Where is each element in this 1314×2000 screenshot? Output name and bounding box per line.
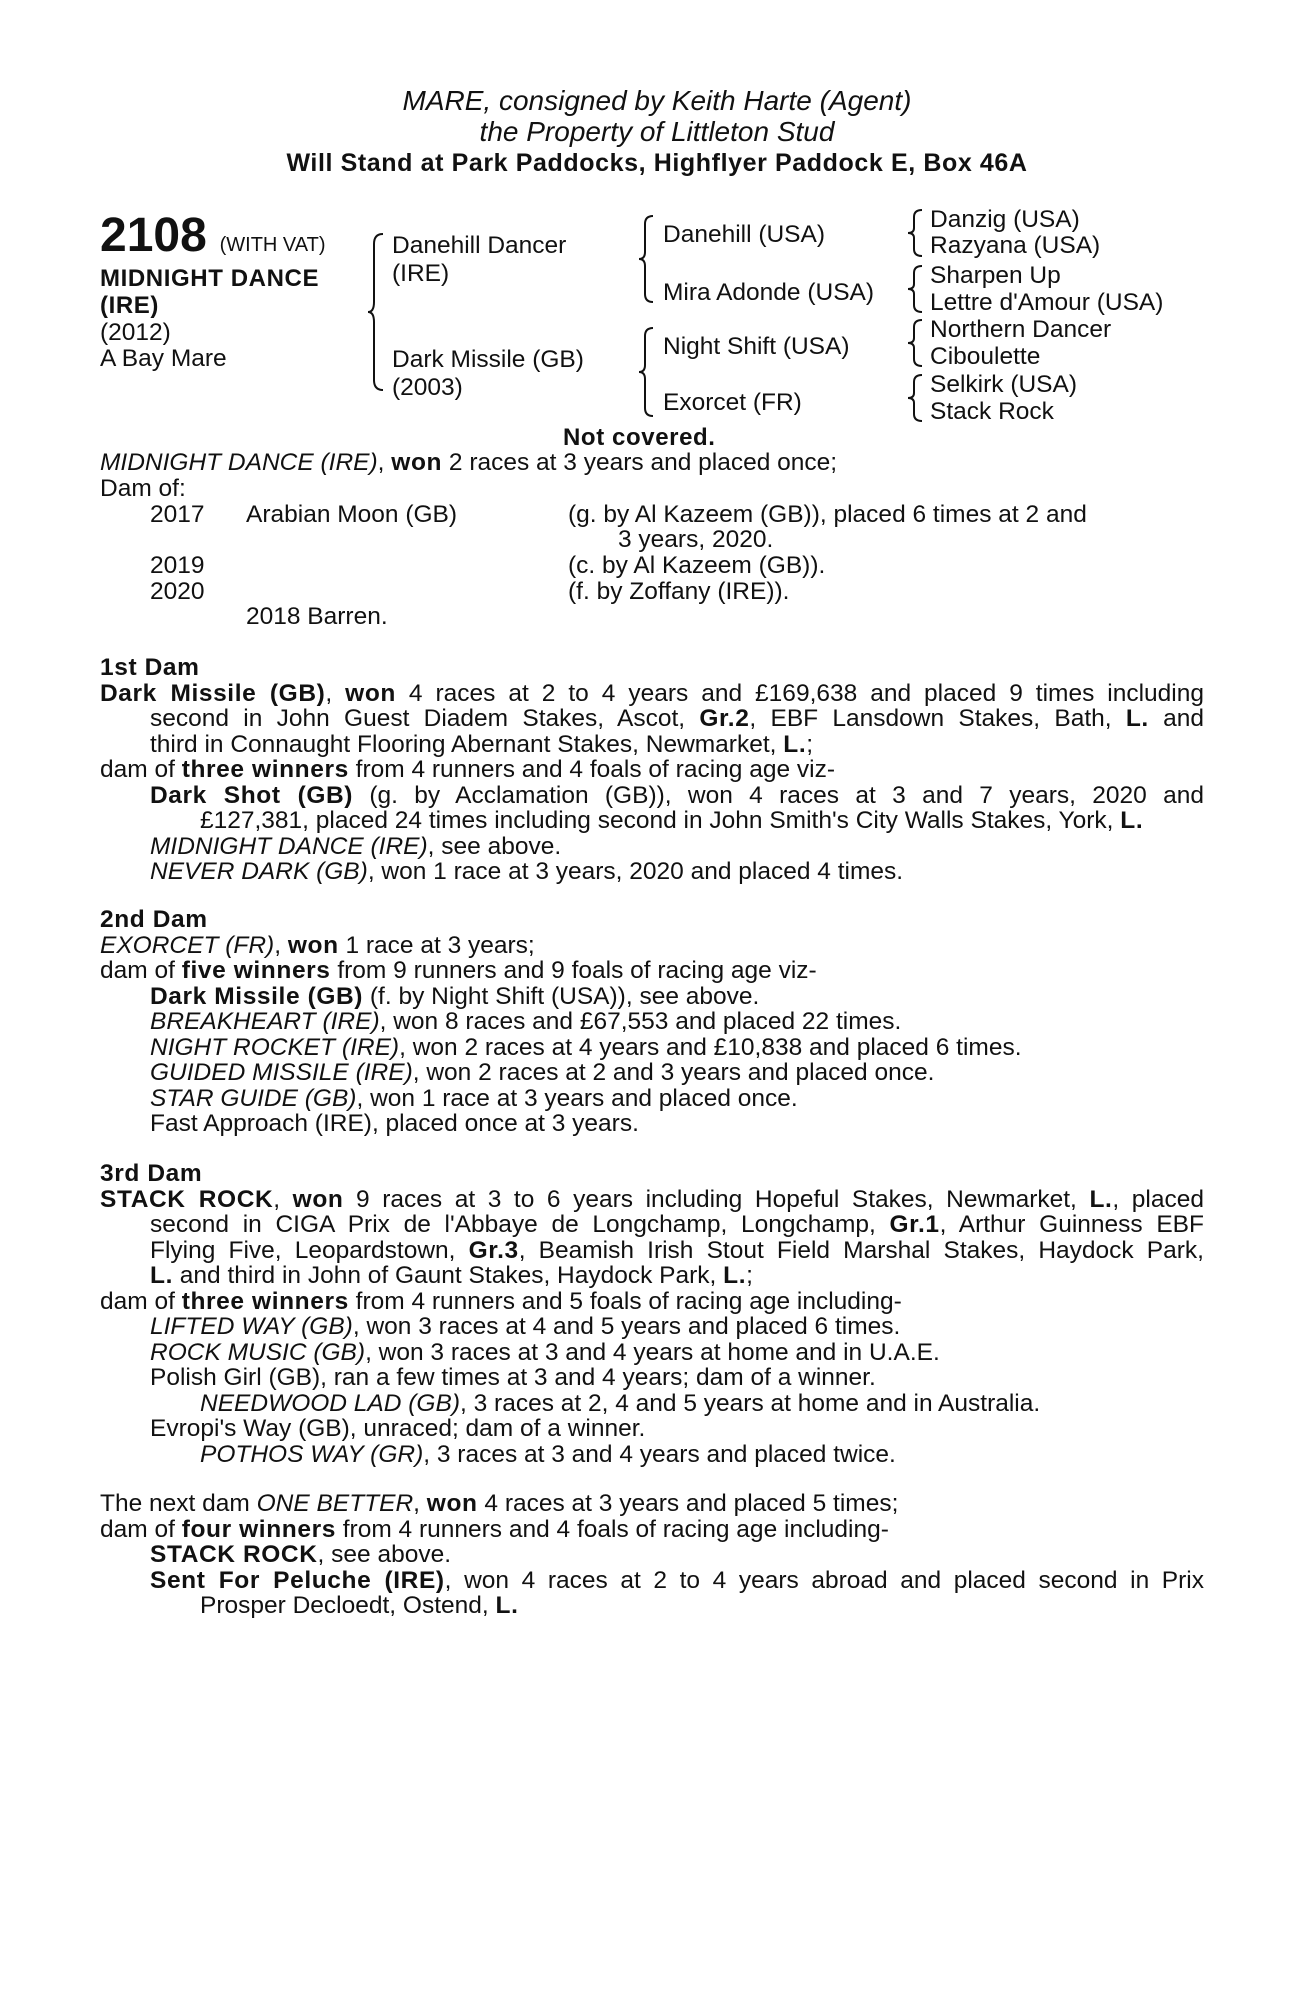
pedigree-brace-main	[366, 232, 388, 392]
second-dam-line-6: GUIDED MISSILE (IRE), won 2 races at 2 and 3 years and placed once.	[150, 1059, 935, 1086]
produce-detail-2019: (c. by Al Kazeem (GB)).	[568, 552, 826, 579]
dam-brace	[636, 326, 658, 418]
third-dam-line-6: LIFTED WAY (GB), won 3 races at 4 and 5 years and placed 6 times.	[150, 1313, 901, 1340]
produce-detail-2020: (f. by Zoffany (IRE)).	[568, 578, 790, 605]
horse-name: MIDNIGHT DANCE	[100, 265, 320, 292]
sire-name: Danehill Dancer	[392, 232, 567, 259]
first-dam-line-8: NEVER DARK (GB), won 1 race at 3 years, 2020 and placed 4 times.	[150, 858, 904, 885]
produce-name-2017: Arabian Moon (GB)	[246, 501, 458, 528]
first-dam-line-7: MIDNIGHT DANCE (IRE), see above.	[150, 832, 562, 860]
header-line-2: the Property of Littleton Stud	[479, 116, 835, 147]
produce-section	[100, 450, 1204, 501]
first-dam-line-4: dam of three winners from 4 runners and 4 foals of racing age viz-	[100, 756, 835, 783]
first-dam-line-5: Dark Shot (GB) (g. by Acclamation (GB)), won 4 races at 3 and 7 years, 2020 and	[150, 782, 1204, 808]
next-dam-line-2: dam of four winners from 4 runners and 4 foals of racing age including-	[100, 1515, 889, 1543]
third-dam-line-11: POTHOS WAY (GR), 3 races at 3 and 4 years and placed twice.	[200, 1440, 896, 1468]
gen3-danzig: Danzig (USA)	[930, 206, 1080, 233]
next-dam-line-1: The next dam ONE BETTER, won 4 races at 3 years and placed 5 times;	[100, 1490, 899, 1517]
horse-name-country: (IRE)	[100, 292, 159, 319]
sire-brace	[636, 214, 658, 304]
third-dam-heading: 3rd Dam	[100, 1160, 203, 1187]
second-dam-line-8: Fast Approach (IRE), placed once at 3 years.	[150, 1110, 639, 1137]
second-dam-line-7: STAR GUIDE (GB), won 1 race at 3 years and placed once.	[150, 1084, 798, 1112]
header-line-1: MARE, consigned by Keith Harte (Agent)	[402, 85, 912, 116]
third-dam-line-4: L. and third in John of Gaunt Stakes, Haydock Park, L.;	[150, 1262, 753, 1289]
gen3-ciboulette: Ciboulette	[930, 343, 1041, 370]
third-dam-line-2: second in CIGA Prix de l'Abbaye de Longchamp, Longchamp, Gr.1, Arthur Guinness EBF	[150, 1212, 1204, 1238]
third-dam-line-1: STACK ROCK, won 9 races at 3 to 6 years including Hopeful Stakes, Newmarket, L., placed	[100, 1186, 1204, 1212]
not-covered: Not covered.	[563, 424, 716, 451]
vat-label: (WITH VAT)	[219, 234, 326, 256]
gen3-stack-rock: Stack Rock	[930, 398, 1054, 425]
dam-of-label: Dam of:	[100, 474, 186, 502]
produce-year-2017: 2017	[150, 501, 205, 528]
next-dam-section	[100, 1491, 1204, 1619]
second-dam-line-5: NIGHT ROCKET (IRE), won 2 races at 4 years and £10,838 and placed 6 times.	[150, 1033, 1022, 1061]
third-dam-line-8: Polish Girl (GB), ran a few times at 3 and 4 years; dam of a winner.	[150, 1364, 876, 1391]
third-dam-line-5: dam of three winners from 4 runners and 5 foals of racing age including-	[100, 1287, 902, 1315]
gen3-lettre-damour: Lettre d'Amour (USA)	[930, 289, 1164, 316]
dam-dam: Exorcet (FR)	[663, 389, 802, 416]
produce-year-2019: 2019	[150, 552, 205, 579]
gen3-brace-1	[905, 208, 927, 258]
first-dam-line-6: £127,381, placed 24 times including second in John Smith's City Walls Stakes, York, L.	[200, 807, 1144, 834]
gen3-razyana: Razyana (USA)	[930, 232, 1101, 259]
lot-number-row	[100, 209, 326, 262]
sire-country: (IRE)	[392, 260, 450, 287]
gen3-brace-4	[905, 373, 927, 423]
first-dam-section	[100, 655, 1204, 885]
dam-sire: Night Shift (USA)	[663, 333, 850, 360]
gen3-northern-dancer: Northern Dancer	[930, 316, 1112, 343]
next-dam-line-4: Sent For Peluche (IRE), won 4 races at 2 to 4 years abroad and placed second in Prix	[150, 1567, 1204, 1593]
next-dam-line-3: STACK ROCK, see above.	[150, 1541, 451, 1568]
second-dam-section	[100, 907, 1204, 1137]
second-dam-line-2: dam of five winners from 9 runners and 9 foals of racing age viz-	[100, 957, 817, 984]
dam-name: Dark Missile (GB)	[392, 346, 584, 373]
third-dam-line-7: ROCK MUSIC (GB), won 3 races at 3 and 4 years at home and in U.A.E.	[150, 1338, 940, 1366]
second-dam-line-4: BREAKHEART (IRE), won 8 races and £67,553 and placed 22 times.	[150, 1008, 902, 1035]
header-line-3: Will Stand at Park Paddocks, Highflyer Paddock E, Box 46A	[286, 149, 1028, 177]
first-dam-line-1: Dark Missile (GB), won 4 races at 2 to 4 years and £169,638 and placed 9 times including	[100, 680, 1204, 706]
produce-detail2-2017: 3 years, 2020.	[618, 526, 774, 553]
horse-description: A Bay Mare	[100, 345, 227, 372]
produce-summary: MIDNIGHT DANCE (IRE), won 2 races at 3 years and placed once;	[100, 449, 838, 476]
second-dam-line-3: Dark Missile (GB) (f. by Night Shift (USA)), see above.	[150, 982, 760, 1010]
gen3-sharpen-up: Sharpen Up	[930, 262, 1061, 289]
horse-year: (2012)	[100, 319, 171, 346]
produce-barren: 2018 Barren.	[246, 603, 388, 630]
sire-sire: Danehill (USA)	[663, 221, 826, 248]
third-dam-line-9: NEEDWOOD LAD (GB), 3 races at 2, 4 and 5 years at home and in Australia.	[200, 1389, 1041, 1417]
second-dam-heading: 2nd Dam	[100, 906, 208, 933]
dam-year: (2003)	[392, 374, 463, 401]
next-dam-line-5: Prosper Decloedt, Ostend, L.	[200, 1592, 519, 1619]
third-dam-section	[100, 1161, 1204, 1467]
third-dam-line-3: Flying Five, Leopardstown, Gr.3, Beamish Irish Stout Field Marshal Stakes, Haydock Park,	[150, 1237, 1204, 1263]
gen3-brace-3	[905, 318, 927, 368]
produce-year-2020: 2020	[150, 578, 205, 605]
gen3-selkirk: Selkirk (USA)	[930, 371, 1078, 398]
first-dam-heading: 1st Dam	[100, 654, 200, 681]
produce-detail-2017: (g. by Al Kazeem (GB)), placed 6 times at 2 and	[568, 501, 1087, 528]
sire-dam: Mira Adonde (USA)	[663, 279, 875, 306]
first-dam-line-2: second in John Guest Diadem Stakes, Ascot, Gr.2, EBF Lansdown Stakes, Bath, L. and	[150, 706, 1204, 732]
third-dam-line-10: Evropi's Way (GB), unraced; dam of a winner.	[150, 1415, 646, 1442]
gen3-brace-2	[905, 264, 927, 314]
first-dam-line-3: third in Connaught Flooring Abernant Stakes, Newmarket, L.;	[150, 730, 814, 758]
second-dam-line-1: EXORCET (FR), won 1 race at 3 years;	[100, 931, 535, 959]
lot-number: 2108	[100, 209, 207, 262]
